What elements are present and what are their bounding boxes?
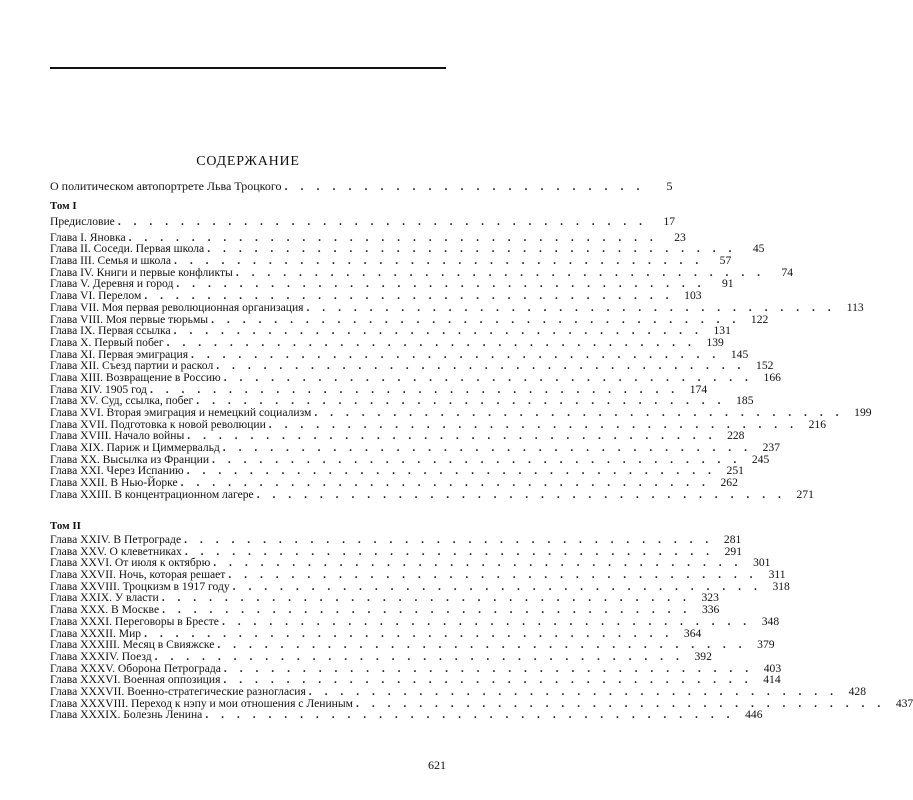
leader-dots: . . . . . . . . . . . . . . . . . . . . . . . . . . . . . . . . . .	[173, 324, 703, 338]
toc-entry[interactable]	[50, 441, 780, 455]
toc-entry-title: Глава XIX. Париж и Циммервальд	[50, 441, 220, 455]
leader-dots: . . . . . . . . . . . . . . . . . . . . . . . . . . . . . . . . . .	[191, 347, 721, 361]
toc-entry-page: 437	[895, 696, 913, 710]
toc-entry-title: Глава XXVI. От июля к октябрю	[50, 556, 211, 570]
leader-dots: . . . . . . . . . . . . . . . . . . . . . . . . . . . . . . . . . .	[205, 708, 735, 722]
toc-entry-page: 251	[726, 464, 744, 478]
toc-entry[interactable]	[50, 406, 872, 419]
toc-entry-title: Глава XXXII. Мир	[50, 626, 142, 640]
toc-entry-page: 271	[796, 487, 814, 501]
leader-dots: . . . . . . . . . . . . . . . . . . . . . . . . . . . . . . . . . .	[223, 673, 753, 687]
leader-dots: . . . . . . . . . . . . . . . . . . . . . . . . . . . . . . . . . .	[213, 556, 743, 570]
toc-entry-title: Глава XXXIX. Болезнь Ленина	[50, 708, 203, 722]
header-rule	[50, 67, 446, 69]
toc-entry-title: Глава XXI. Через Испанию	[50, 464, 184, 478]
toc-entry-page: 166	[763, 370, 781, 384]
intro-title: О политическом автопортрете Льва Троцкого	[50, 179, 282, 193]
toc-entry[interactable]	[50, 649, 712, 663]
leader-dots: . . . . . . . . . . . . . . . . . . . . . . . . . . . . . . . . . .	[314, 406, 844, 419]
toc-entry-title: Глава XV. Суд, ссылка, побег	[50, 394, 194, 408]
toc-entry[interactable]	[50, 533, 742, 546]
leader-dots: . . . . . . . . . . . . . . . . . . . . . . . . . . . . . . . . . .	[184, 544, 715, 558]
toc-entry-title: Глава XX. Высылка из Франции	[50, 452, 210, 466]
volume-1-label: Том I	[50, 200, 77, 212]
toc-entry-page: 291	[724, 544, 743, 558]
toc-entry-title: Глава III. Семья и школа	[50, 254, 172, 268]
leader-dots: . . . . . . . . . . . . . . . . . . . . . . . . . . . . . . . . . .	[216, 359, 746, 373]
toc-entry[interactable]	[50, 614, 780, 628]
leader-dots: . . . . . . . . . . . . . . . . . . . . . . . . . . . . . . . . . .	[228, 568, 758, 582]
toc-entry-page: 245	[751, 452, 770, 466]
toc-entry-page: 103	[684, 289, 702, 303]
toc-entry-title: Глава XVIII. Начало войны	[50, 429, 185, 443]
leader-dots: . . . . . . . . . . . . . . . . . . . . . . . . . . . . . . . . . .	[232, 579, 762, 593]
leader-dots: . . . . . . . . . . . . . . . . . . . . . . . . . . . . . . . . . .	[154, 649, 684, 663]
intro-entry[interactable]	[50, 178, 673, 194]
toc-entry-page: 228	[727, 429, 745, 443]
leader-dots: . . . . . . . . . . . . . . . . . . . . . . . . . . . . . . . . . .	[222, 441, 752, 455]
toc-entry-page: 311	[768, 568, 786, 582]
toc-entry-title: Глава XXXV. Оборона Петрограда	[50, 661, 221, 675]
toc-entry-page: 414	[763, 673, 781, 687]
leader-dots: . . . . . . . . . . . . . . . . . . . . . . . . . . . . . . . . . .	[128, 230, 658, 244]
toc-entry-title: Глава I. Яновка	[50, 230, 126, 244]
toc-entry-title: Глава VI. Перелом	[50, 289, 142, 303]
toc-entry[interactable]	[50, 215, 676, 228]
volume-1-list	[50, 215, 872, 501]
intro-page: 5	[666, 179, 673, 193]
toc-entry-title: Глава XXVIII. Троцкизм в 1917 году	[50, 579, 230, 593]
toc-entry[interactable]	[50, 708, 763, 722]
leader-dots: . . . . . . . . . . . . . . . . . . . . . . . . . . . . . . . . . .	[187, 429, 717, 443]
toc-entry-page: 301	[753, 556, 771, 570]
toc-entry-page: 336	[701, 603, 720, 617]
toc-entry-page: 145	[730, 347, 749, 361]
toc-entry-title: Глава X. Первый побег	[50, 335, 164, 349]
toc-entry-title: Глава XXII. В Нью-Йорке	[50, 476, 178, 490]
leader-dots: . . . . . . . . . . . . . . . . . . . . . . . . . . . . . . . . . .	[223, 370, 753, 384]
toc-entry-page: 152	[756, 359, 774, 373]
contents-heading: СОДЕРЖАНИЕ	[196, 154, 300, 169]
toc-entry-page: 139	[706, 335, 724, 349]
leader-dots: . . . . . . . . . . . . . . . . . . . . . . . . . . . . . . . . . .	[149, 382, 680, 396]
toc-entry-page: 17	[663, 215, 676, 228]
toc-entry-title: Предисловие	[50, 215, 115, 228]
leader-dots: . . . . . . . . . . . . . . . . . . . . . . . . . . . . . . . . . .	[144, 626, 674, 640]
toc-entry-title: Глава XXXIII. Месяц в Свияжске	[50, 638, 215, 652]
toc-entry-title: Глава VIII. Моя первые тюрьмы	[50, 312, 209, 326]
toc-entry-page: 45	[752, 242, 765, 256]
toc-entry-title: Глава XXXVI. Военная оппозиция	[50, 673, 221, 687]
toc-entry-page: 23	[674, 230, 686, 244]
toc-entry-page: 216	[808, 417, 826, 431]
toc-entry-page: 122	[750, 312, 769, 326]
toc-entry-page: 199	[854, 406, 872, 419]
leader-dots: . . . . . . . . . . . . . . . . . . . . . . . . . . . . . . . . . .	[256, 487, 786, 501]
leader-dots: . . . . . . . . . . . . . . . . . . . . . . . . . . . . . . . . . .	[268, 417, 798, 431]
toc-entry-page: 262	[720, 476, 738, 490]
toc-entry-page: 91	[721, 277, 734, 291]
leader-dots: . . . . . . . . . . . . . . . . . . . . . . . . . . . . . . . . . .	[174, 254, 704, 268]
toc-entry[interactable]	[50, 684, 866, 698]
leader-dots: . . . . . . . . . . . . . . . . . . . . . . . . . . . . . . . . . .	[235, 265, 766, 279]
toc-entry-title: Глава XXXI. Переговоры в Бресте	[50, 614, 219, 628]
leader-dots: . . . . . . . . . . . . . . . . . . . . . . . . . . . . . . . . . .	[212, 452, 742, 466]
toc-entry[interactable]	[50, 300, 864, 314]
toc-entry-title: Глава IV. Книги и первые конфликты	[50, 265, 233, 279]
toc-entry-title: Глава XXIX. У власти	[50, 591, 159, 605]
toc-entry-title: Глава XXXVIII. Переход к нэпу и мои отношения с Лениным	[50, 696, 354, 710]
leader-dots: . . . . . . . . . . . . . . . . . . . . . . . . . . . . . . . . . .	[356, 696, 886, 710]
toc-entry-page: 281	[723, 533, 742, 546]
leader-dots: . . . . . . . . . . . . . . . . . . . . . . . . . . . . . . . . . .	[186, 464, 716, 478]
toc-entry-page: 403	[763, 661, 782, 675]
toc-entry-title: Глава II. Соседи. Первая школа	[50, 242, 205, 256]
toc-entry-page: 237	[762, 441, 780, 455]
toc-entry-page: 174	[689, 382, 708, 396]
toc-entry-page: 74	[781, 265, 794, 279]
toc-entry-title: Глава XXIII. В концентрационном лагере	[50, 487, 254, 501]
toc-entry-title: Глава IX. Первая ссылка	[50, 324, 171, 338]
leader-dots: . . . . . . . . . . . . . . . . . . . . . . . . . . . . . . . . . .	[166, 335, 696, 349]
leader-dots: . . . . . . . . . . . . . . . . . . . . . . .	[284, 179, 645, 193]
toc-entry-title: Глава XII. Съезд партии и раскол	[50, 359, 214, 373]
toc-entry-page: 57	[719, 254, 732, 268]
toc-entry[interactable]	[50, 487, 814, 501]
toc-entry-page: 379	[757, 638, 775, 652]
toc-entry-page: 318	[772, 579, 790, 593]
leader-dots: . . . . . . . . . . . . . . . . . . . . . . . . . . . . . . . . . .	[117, 215, 648, 228]
leader-dots: . . . . . . . . . . . . . . . . . . . . . . . . . . . . . . . . . .	[217, 638, 747, 652]
toc-entry-title: Глава XXXIV. Поезд	[50, 649, 152, 663]
leader-dots: . . . . . . . . . . . . . . . . . . . . . . . . . . . . . . . . . .	[161, 591, 691, 605]
leader-dots: . . . . . . . . . . . . . . . . . . . . . . . . . . . . . . . . . .	[221, 614, 752, 628]
toc-entry-page: 113	[846, 300, 864, 314]
toc-entry-title: Глава XVI. Вторая эмиграция и немецкий социализм	[50, 406, 312, 419]
leader-dots: . . . . . . . . . . . . . . . . . . . . . . . . . . . . . . . . . .	[180, 476, 710, 490]
leader-dots: . . . . . . . . . . . . . . . . . . . . . . . . . . . . . . . . . .	[223, 661, 754, 675]
leader-dots: . . . . . . . . . . . . . . . . . . . . . . . . . . . . . . . . . .	[162, 603, 692, 617]
toc-entry[interactable]	[50, 568, 786, 582]
toc-entry-title: Глава VII. Моя первая революционная организация	[50, 300, 304, 314]
toc-entry-page: 446	[745, 708, 763, 722]
toc-entry-title: Глава XIII. Возвращение в Россию	[50, 370, 221, 384]
leader-dots: . . . . . . . . . . . . . . . . . . . . . . . . . . . . . . . . . .	[308, 684, 838, 698]
leader-dots: . . . . . . . . . . . . . . . . . . . . . . . . . . . . . . . . . .	[184, 533, 714, 546]
toc-entry-page: 185	[736, 394, 754, 408]
toc-entry-title: Глава XI. Первая эмиграция	[50, 347, 189, 361]
leader-dots: . . . . . . . . . . . . . . . . . . . . . . . . . . . . . . . . . .	[306, 300, 836, 314]
toc-entry-title: Глава XXV. О клеветниках	[50, 544, 182, 558]
toc-entry-title: Глава XIV. 1905 год	[50, 382, 147, 396]
toc-entry[interactable]	[50, 254, 732, 268]
leader-dots: . . . . . . . . . . . . . . . . . . . . . . . . . . . . . . . . . .	[211, 312, 741, 326]
leader-dots: . . . . . . . . . . . . . . . . . . . . . . . . . . . . . . . . . .	[207, 242, 737, 256]
toc-entry-title: Глава XVII. Подготовка к новой революции	[50, 417, 266, 431]
leader-dots: . . . . . . . . . . . . . . . . . . . . . . . . . . . . . . . . . .	[144, 289, 674, 303]
toc-entry-page: 131	[713, 324, 731, 338]
leader-dots: . . . . . . . . . . . . . . . . . . . . . . . . . . . . . . . . . .	[176, 277, 706, 291]
toc-entry-page: 364	[683, 626, 702, 640]
toc-entry[interactable]	[50, 370, 781, 384]
toc-entry-title: Глава XXIV. В Петрограде	[50, 533, 182, 546]
toc-entry-page: 428	[848, 684, 866, 698]
toc-entry-page: 348	[761, 614, 780, 628]
toc-entry-page: 392	[694, 649, 712, 663]
volume-2-list	[50, 533, 913, 722]
toc-entry-title: Глава XXVII. Ночь, которая решает	[50, 568, 226, 582]
toc-entry[interactable]	[50, 335, 724, 349]
page-number: 621	[428, 758, 446, 772]
leader-dots: . . . . . . . . . . . . . . . . . . . . . . . . . . . . . . . . . .	[196, 394, 726, 408]
toc-entry-title: Глава XXX. В Москве	[50, 603, 160, 617]
volume-2-label: Том II	[50, 520, 81, 532]
toc-entry-title: Глава V. Деревня и город	[50, 277, 174, 291]
toc-entry-page: 323	[701, 591, 719, 605]
toc-entry-title: Глава XXXVII. Военно-стратегические разногласия	[50, 684, 306, 698]
